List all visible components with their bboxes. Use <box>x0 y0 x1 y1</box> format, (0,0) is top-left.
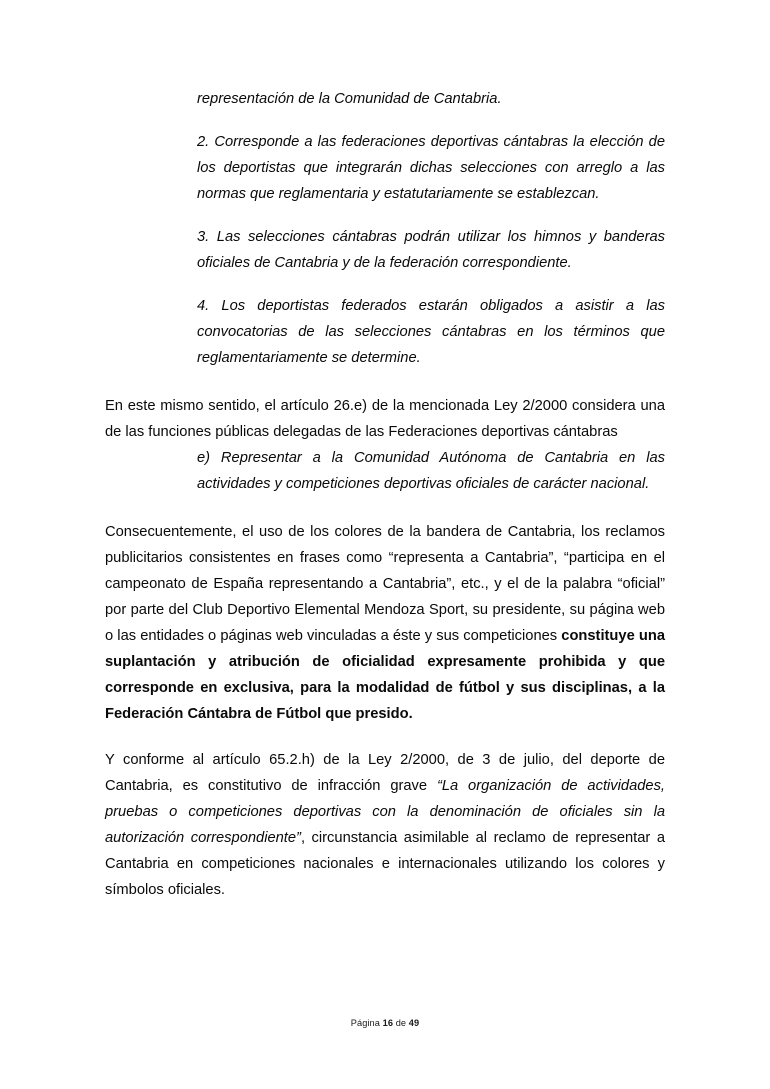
paragraph-2-bold-text: constituye una suplantación y atribución de oficialidad expresamente prohibida y que corresponde en exclusiva, para la modalidad de fútbol y sus disciplinas, a la Federación Cántabra de Fútbol que presido. <box>105 628 665 722</box>
quote-item-2: 2. Corresponde a las federaciones deportivas cántabras la elección de los deportistas que integrarán dichas selecciones con arreglo a las normas que reglamentaria y estatutariamente se establezcan. <box>197 134 665 202</box>
paragraph-3-normal-text-trailing: , circunstancia asimilable al reclamo de representar a Cantabria en competiciones nacionales e internacionales utilizando los colores y símbolos oficiales. <box>105 830 666 898</box>
quote-item-4: 4. Los deportistas federados estarán obligados a asistir a las convocatorias de las selecciones cántabras en los términos que reglamentariamente se determine. <box>197 298 665 366</box>
footer-total-pages-number: 49 <box>408 1018 420 1028</box>
body-paragraph-3 <box>105 747 665 903</box>
document-content <box>105 86 665 903</box>
paragraph-3-normal-text-leading: Y conforme al artículo 65.2.h) de la Ley 2/2000, de 3 de julio, del deporte de Cantabria, es constitutivo de infracción grave <box>105 752 665 794</box>
paragraph-2-normal-text: Consecuentemente, el uso de los colores de la bandera de Cantabria, los reclamos publicitarios consistentes en frases como “representa a Cantabria”, “participa en el campeonato de España representando a Cantabria”, etc., y el de la palabra “oficial” por parte del Club Deportivo Elemental Mendoza Sport, su presidente, su página web o las entidades o páginas web vinculadas a éste y sus competiciones <box>105 524 665 644</box>
footer-prefix-label: Página <box>350 1018 383 1028</box>
footer-separator-label: de <box>395 1018 409 1028</box>
page-footer <box>0 1016 770 1030</box>
quote-item-3: 3. Las selecciones cántabras podrán utilizar los himnos y banderas oficiales de Cantabria y de la federación correspondiente. <box>197 229 665 271</box>
quote-continuation-line: representación de la Comunidad de Cantabria. <box>197 91 502 107</box>
quote-item-e: e) Representar a la Comunidad Autónoma de Cantabria en las actividades y competiciones deportivas oficiales de carácter nacional. <box>197 450 665 492</box>
paragraph-3-italic-citation: “La organización de actividades, pruebas o competiciones deportivas con la denominación de oficiales sin la autorización correspondiente” <box>105 778 665 846</box>
body-paragraph-1: En este mismo sentido, el artículo 26.e) de la mencionada Ley 2/2000 considera una de las funciones públicas delegadas de las Federaciones deportivas cántabras <box>105 398 665 440</box>
footer-current-page-number: 16 <box>382 1018 396 1028</box>
body-paragraph-2 <box>105 519 665 727</box>
quoted-law-block-1 <box>197 86 665 371</box>
quoted-law-block-2 <box>197 445 665 497</box>
